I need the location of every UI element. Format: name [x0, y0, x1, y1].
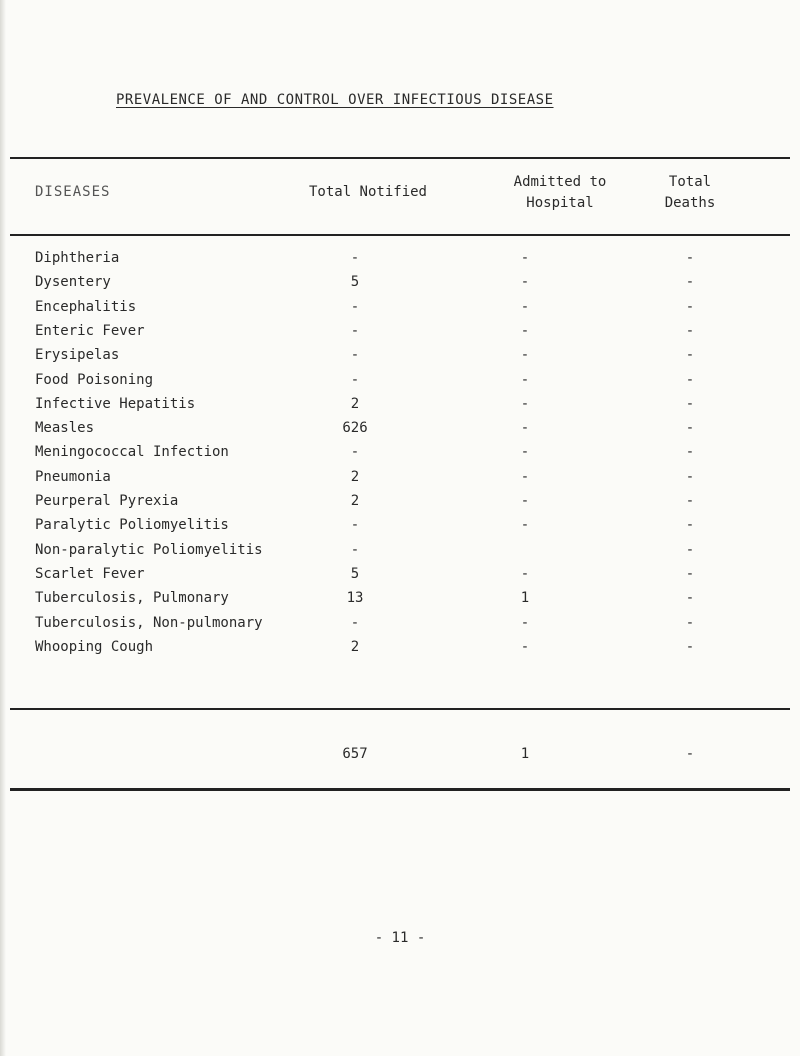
disease-name: Pneumonia	[35, 468, 111, 485]
deaths-cell: -	[685, 590, 695, 607]
deaths-cell: -	[685, 347, 695, 364]
notified-cell: 2	[350, 638, 360, 655]
disease-name: Peurperal Pyrexia	[35, 493, 179, 509]
disease-name: Tuberculosis, Non-pulmonary	[35, 614, 263, 631]
hospital-cell: -	[520, 347, 530, 364]
table-row	[0, 590, 800, 614]
notified-cell: 5	[350, 274, 360, 291]
hospital-cell: -	[520, 322, 530, 339]
header-deaths-line1: Total	[668, 174, 712, 190]
total-hospital: 1	[520, 746, 530, 762]
hospital-cell: -	[520, 420, 530, 437]
disease-name: Non-paralytic Poliomyelitis	[35, 541, 263, 558]
deaths-cell: -	[685, 565, 695, 582]
totals-top-rule	[10, 708, 790, 710]
deaths-cell: -	[685, 517, 695, 534]
header-deaths-line2: Deaths	[664, 195, 716, 211]
disease-name: Paralytic Poliomyelitis	[35, 517, 229, 534]
table-row	[0, 615, 800, 639]
deaths-cell: -	[685, 322, 695, 339]
deaths-cell: -	[685, 420, 695, 437]
disease-name: Scarlet Fever	[35, 565, 145, 582]
deaths-cell: -	[685, 395, 695, 412]
table-row	[0, 274, 800, 298]
deaths-cell: -	[685, 614, 695, 631]
notified-cell: -	[350, 444, 360, 461]
table-row	[0, 469, 800, 493]
notified-cell: -	[350, 614, 360, 631]
table-row	[0, 517, 800, 541]
disease-name: Whooping Cough	[35, 638, 154, 655]
disease-name: Enteric Fever	[35, 322, 145, 339]
deaths-cell: -	[685, 493, 695, 509]
notified-cell: 5	[350, 565, 360, 582]
header-bottom-rule	[10, 234, 790, 236]
totals-bottom-rule	[10, 788, 790, 791]
deaths-cell: -	[685, 468, 695, 485]
notified-cell: 626	[342, 420, 368, 437]
notified-cell: -	[350, 371, 360, 388]
notified-cell: 13	[346, 590, 364, 607]
disease-name: Encephalitis	[35, 298, 137, 315]
table-row	[0, 396, 800, 420]
total-notified: 657	[342, 746, 368, 762]
deaths-cell: -	[685, 444, 695, 461]
table-row	[0, 372, 800, 396]
notified-cell: 2	[350, 395, 360, 412]
deaths-cell: -	[685, 274, 695, 291]
hospital-cell: -	[520, 250, 530, 266]
notified-cell: -	[350, 347, 360, 364]
page-number: - 11 -	[374, 930, 426, 946]
disease-name: Meningococcal Infection	[35, 444, 229, 461]
disease-name: Tuberculosis, Pulmonary	[35, 590, 229, 607]
notified-cell: -	[350, 250, 360, 266]
table-row	[0, 250, 800, 274]
hospital-cell: -	[520, 395, 530, 412]
table-row	[0, 566, 800, 590]
header-total-deaths	[610, 172, 770, 214]
header-total-notified: Total Notified	[308, 184, 427, 200]
notified-cell: -	[350, 298, 360, 315]
notified-cell: -	[350, 541, 360, 558]
hospital-cell: -	[520, 274, 530, 291]
deaths-cell: -	[685, 638, 695, 655]
table-top-rule	[10, 157, 790, 159]
notified-cell: -	[350, 322, 360, 339]
deaths-cell: -	[685, 250, 695, 266]
hospital-cell: -	[520, 371, 530, 388]
total-deaths: -	[685, 746, 695, 762]
notified-cell: -	[350, 517, 360, 534]
disease-name: Food Poisoning	[35, 371, 154, 388]
table-row	[0, 639, 800, 663]
table-row	[0, 347, 800, 371]
deaths-cell: -	[685, 371, 695, 388]
table-row	[0, 420, 800, 444]
header-hospital-line1: Admitted to	[513, 174, 607, 190]
hospital-cell: -	[520, 444, 530, 461]
hospital-cell: -	[520, 298, 530, 315]
disease-name: Dysentery	[35, 274, 111, 291]
header-diseases: DISEASES	[35, 184, 111, 200]
header-hospital-line2: Hospital	[526, 195, 594, 211]
hospital-cell: 1	[520, 590, 530, 607]
table-row	[0, 444, 800, 468]
table-row	[0, 323, 800, 347]
table-row	[0, 493, 800, 517]
disease-name: Erysipelas	[35, 347, 120, 364]
hospital-cell: -	[520, 468, 530, 485]
hospital-cell: -	[520, 517, 530, 534]
hospital-cell: -	[520, 565, 530, 582]
deaths-cell: -	[685, 298, 695, 315]
hospital-cell: -	[520, 638, 530, 655]
disease-name: Measles	[35, 420, 95, 437]
disease-name: Diphtheria	[35, 250, 120, 266]
disease-name: Infective Hepatitis	[35, 395, 196, 412]
page-title: PREVALENCE OF AND CONTROL OVER INFECTIOUS DISEASE	[116, 92, 554, 108]
table-row	[0, 299, 800, 323]
deaths-cell: -	[685, 541, 695, 558]
hospital-cell: -	[520, 614, 530, 631]
table-row	[0, 542, 800, 566]
notified-cell: 2	[350, 468, 360, 485]
hospital-cell: -	[520, 493, 530, 509]
notified-cell: 2	[350, 493, 360, 509]
